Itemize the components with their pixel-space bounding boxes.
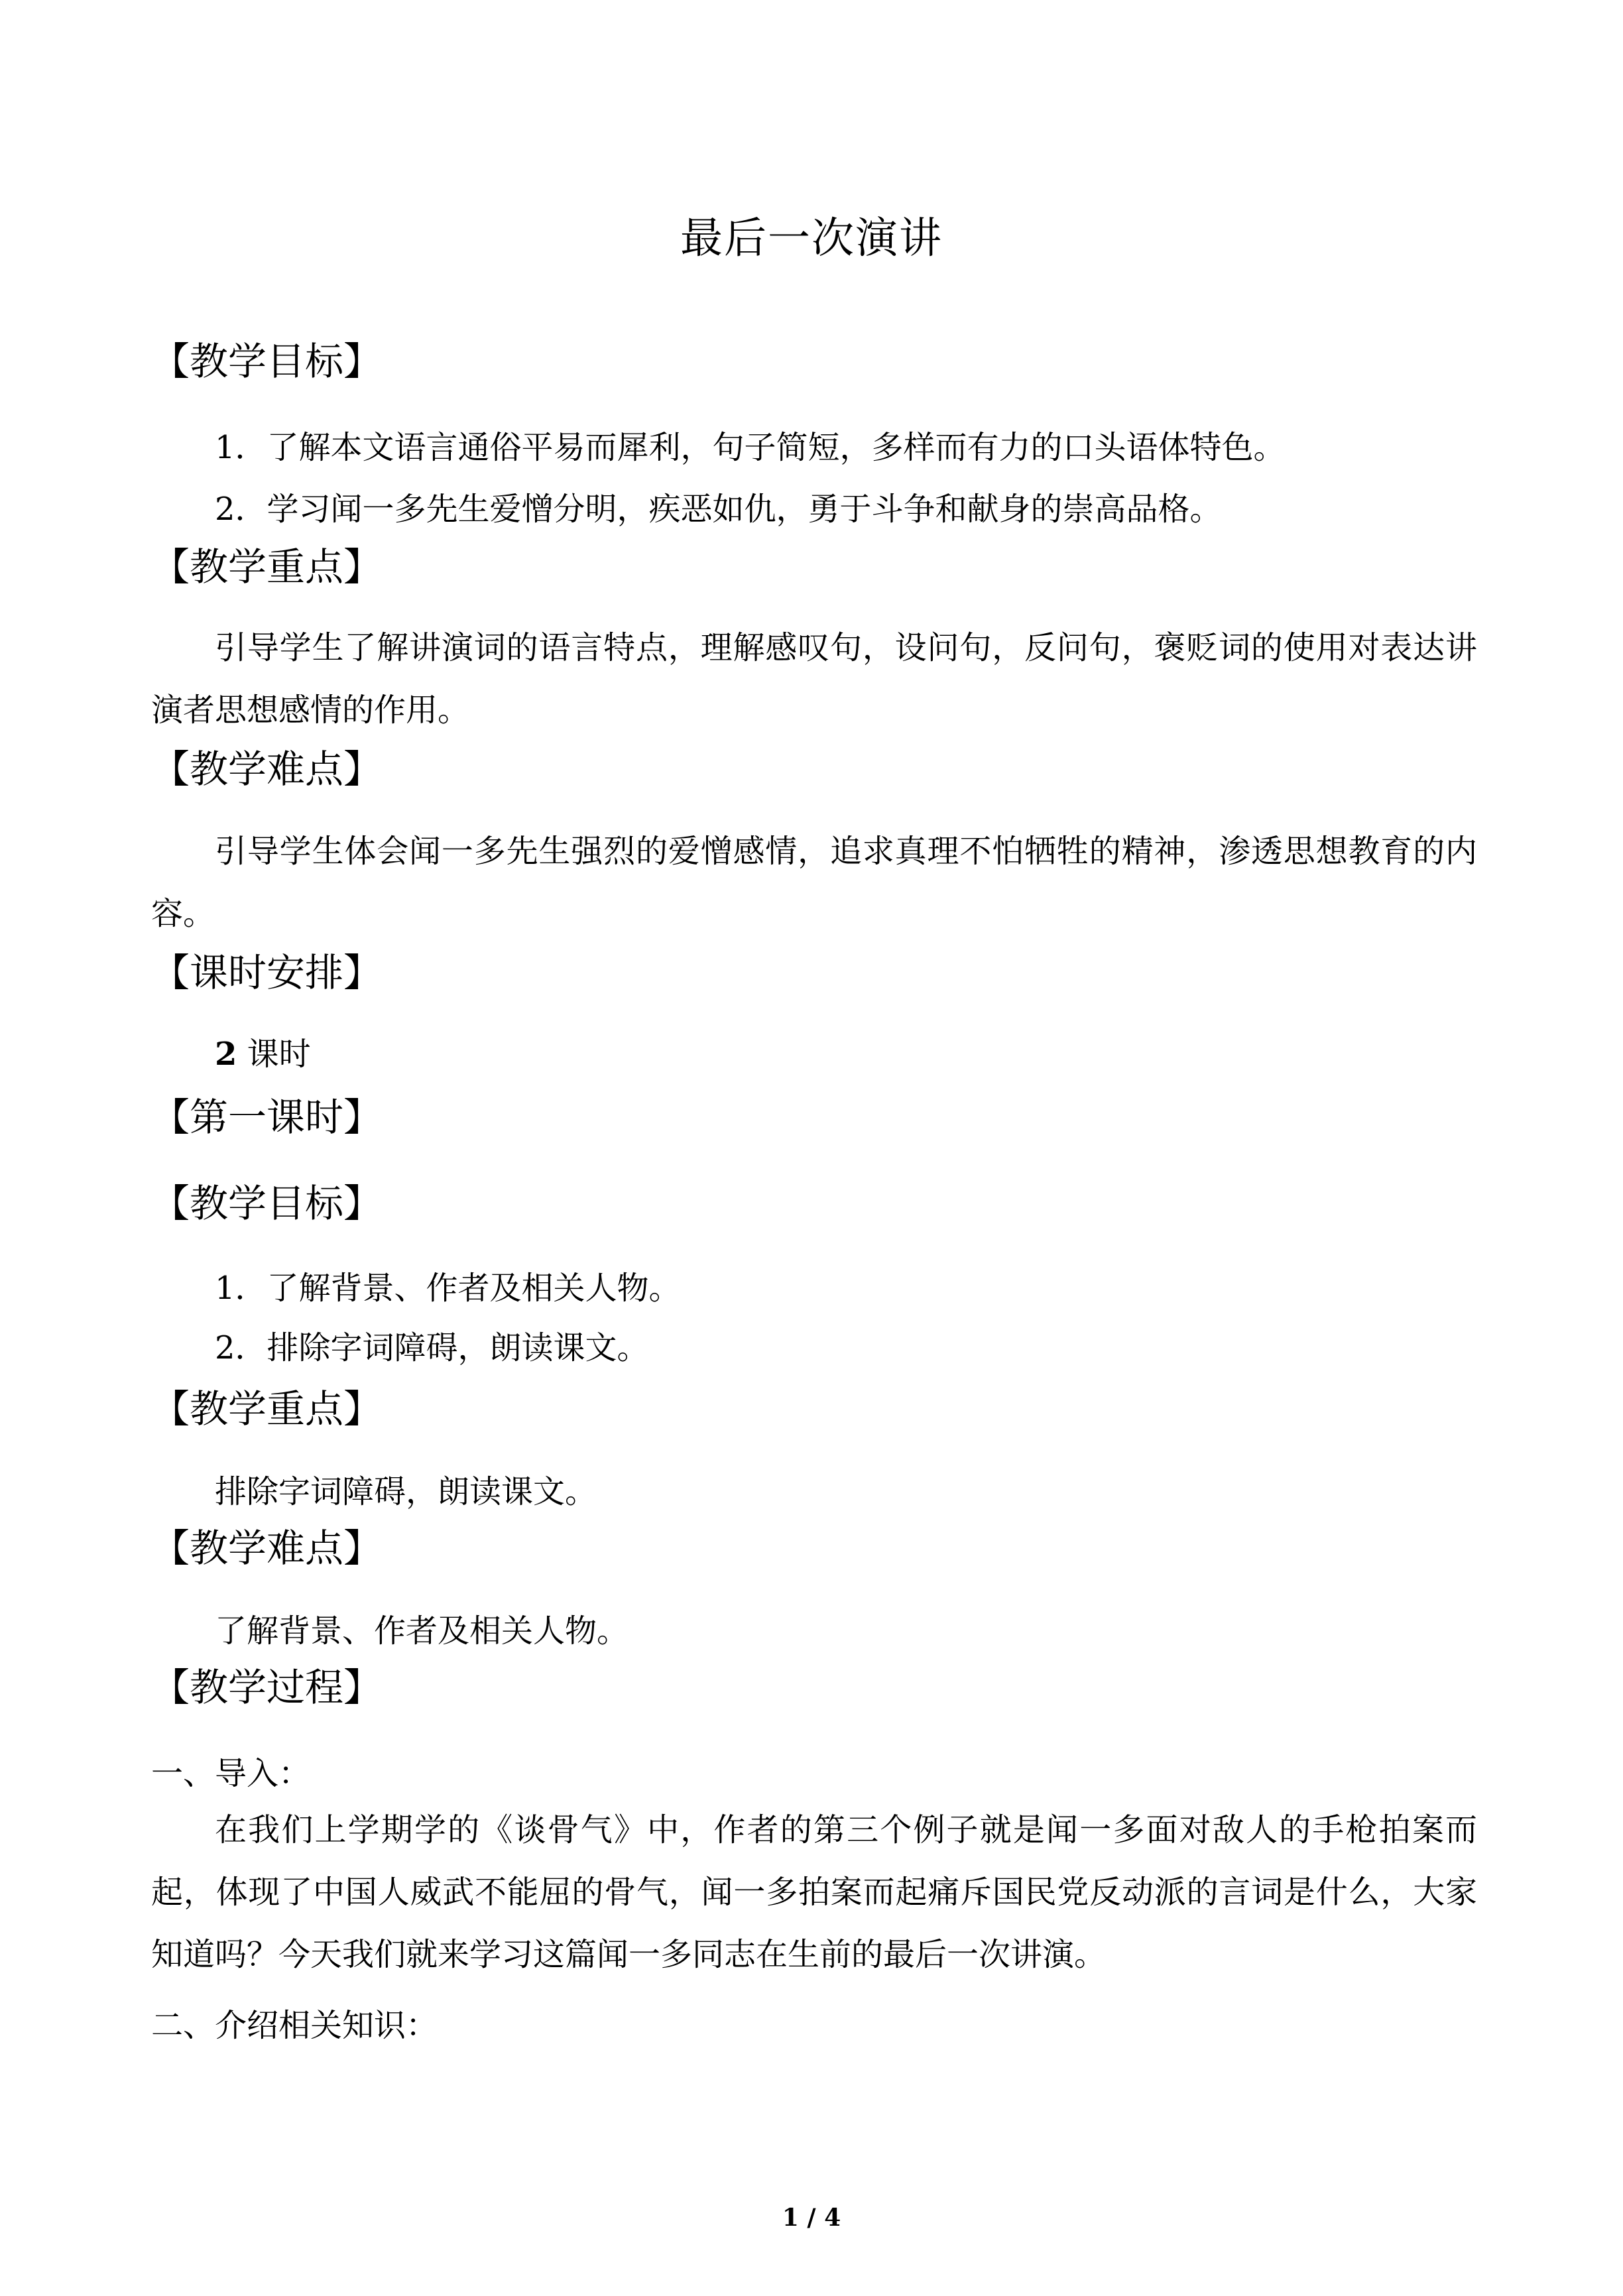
heading-teaching-goals: 【教学目标】 <box>151 339 383 384</box>
lesson-goal-item-1: 1．了解背景、作者及相关人物。 <box>215 1270 681 1307</box>
goal-item-1: 1．了解本文语言通俗平易而犀利，句子简短，多样而有力的口头语体特色。 <box>215 429 1286 466</box>
lesson-difficulties-text: 了解背景、作者及相关人物。 <box>215 1612 629 1650</box>
heading-first-lesson: 【第一课时】 <box>151 1095 383 1140</box>
schedule-unit: 课时 <box>247 1036 311 1073</box>
heading-schedule: 【课时安排】 <box>151 950 383 995</box>
heading-key-points: 【教学重点】 <box>151 544 383 589</box>
schedule-line <box>151 1031 1541 1077</box>
process-step-intro: 一、导入： <box>151 1755 311 1792</box>
heading-process: 【教学过程】 <box>151 1665 383 1710</box>
page-number: 1 / 4 <box>782 2204 841 2232</box>
document-title: 最后一次演讲 <box>680 214 943 263</box>
process-step-knowledge: 二、介绍相关知识： <box>151 2007 438 2044</box>
process-intro-paragraph: 在我们上学期学的《谈骨气》中，作者的第三个例子就是闻一多面对敌人的手枪拍案而起，体现了中国人威武不能屈的骨气，闻一多拍案而起痛斥国民党反动派的言词是什么，大家知道吗？今天我们就来学习这篇闻一多同志在生前的最后一次讲演。 <box>151 1811 1477 1973</box>
heading-difficulties: 【教学难点】 <box>151 747 383 792</box>
heading-lesson-key-points: 【教学重点】 <box>151 1386 383 1431</box>
schedule-count: 2 <box>215 1036 237 1073</box>
lesson-key-points-text: 排除字词障碍，朗读课文。 <box>215 1473 597 1510</box>
goal-item-2: 2．学习闻一多先生爱憎分明，疾恶如仇，勇于斗争和献身的崇高品格。 <box>215 491 1222 528</box>
key-points-paragraph: 引导学生了解讲演词的语言特点，理解感叹句，设问句，反问句，褒贬词的使用对表达讲演者思想感情的作用。 <box>151 629 1477 729</box>
heading-lesson-difficulties: 【教学难点】 <box>151 1526 383 1571</box>
difficulties-paragraph: 引导学生体会闻一多先生强烈的爱憎感情，追求真理不怕牺牲的精神，渗透思想教育的内容。 <box>151 833 1477 932</box>
heading-lesson-goals: 【教学目标】 <box>151 1181 383 1226</box>
lesson-goal-item-2: 2．排除字词障碍，朗读课文。 <box>215 1329 649 1366</box>
